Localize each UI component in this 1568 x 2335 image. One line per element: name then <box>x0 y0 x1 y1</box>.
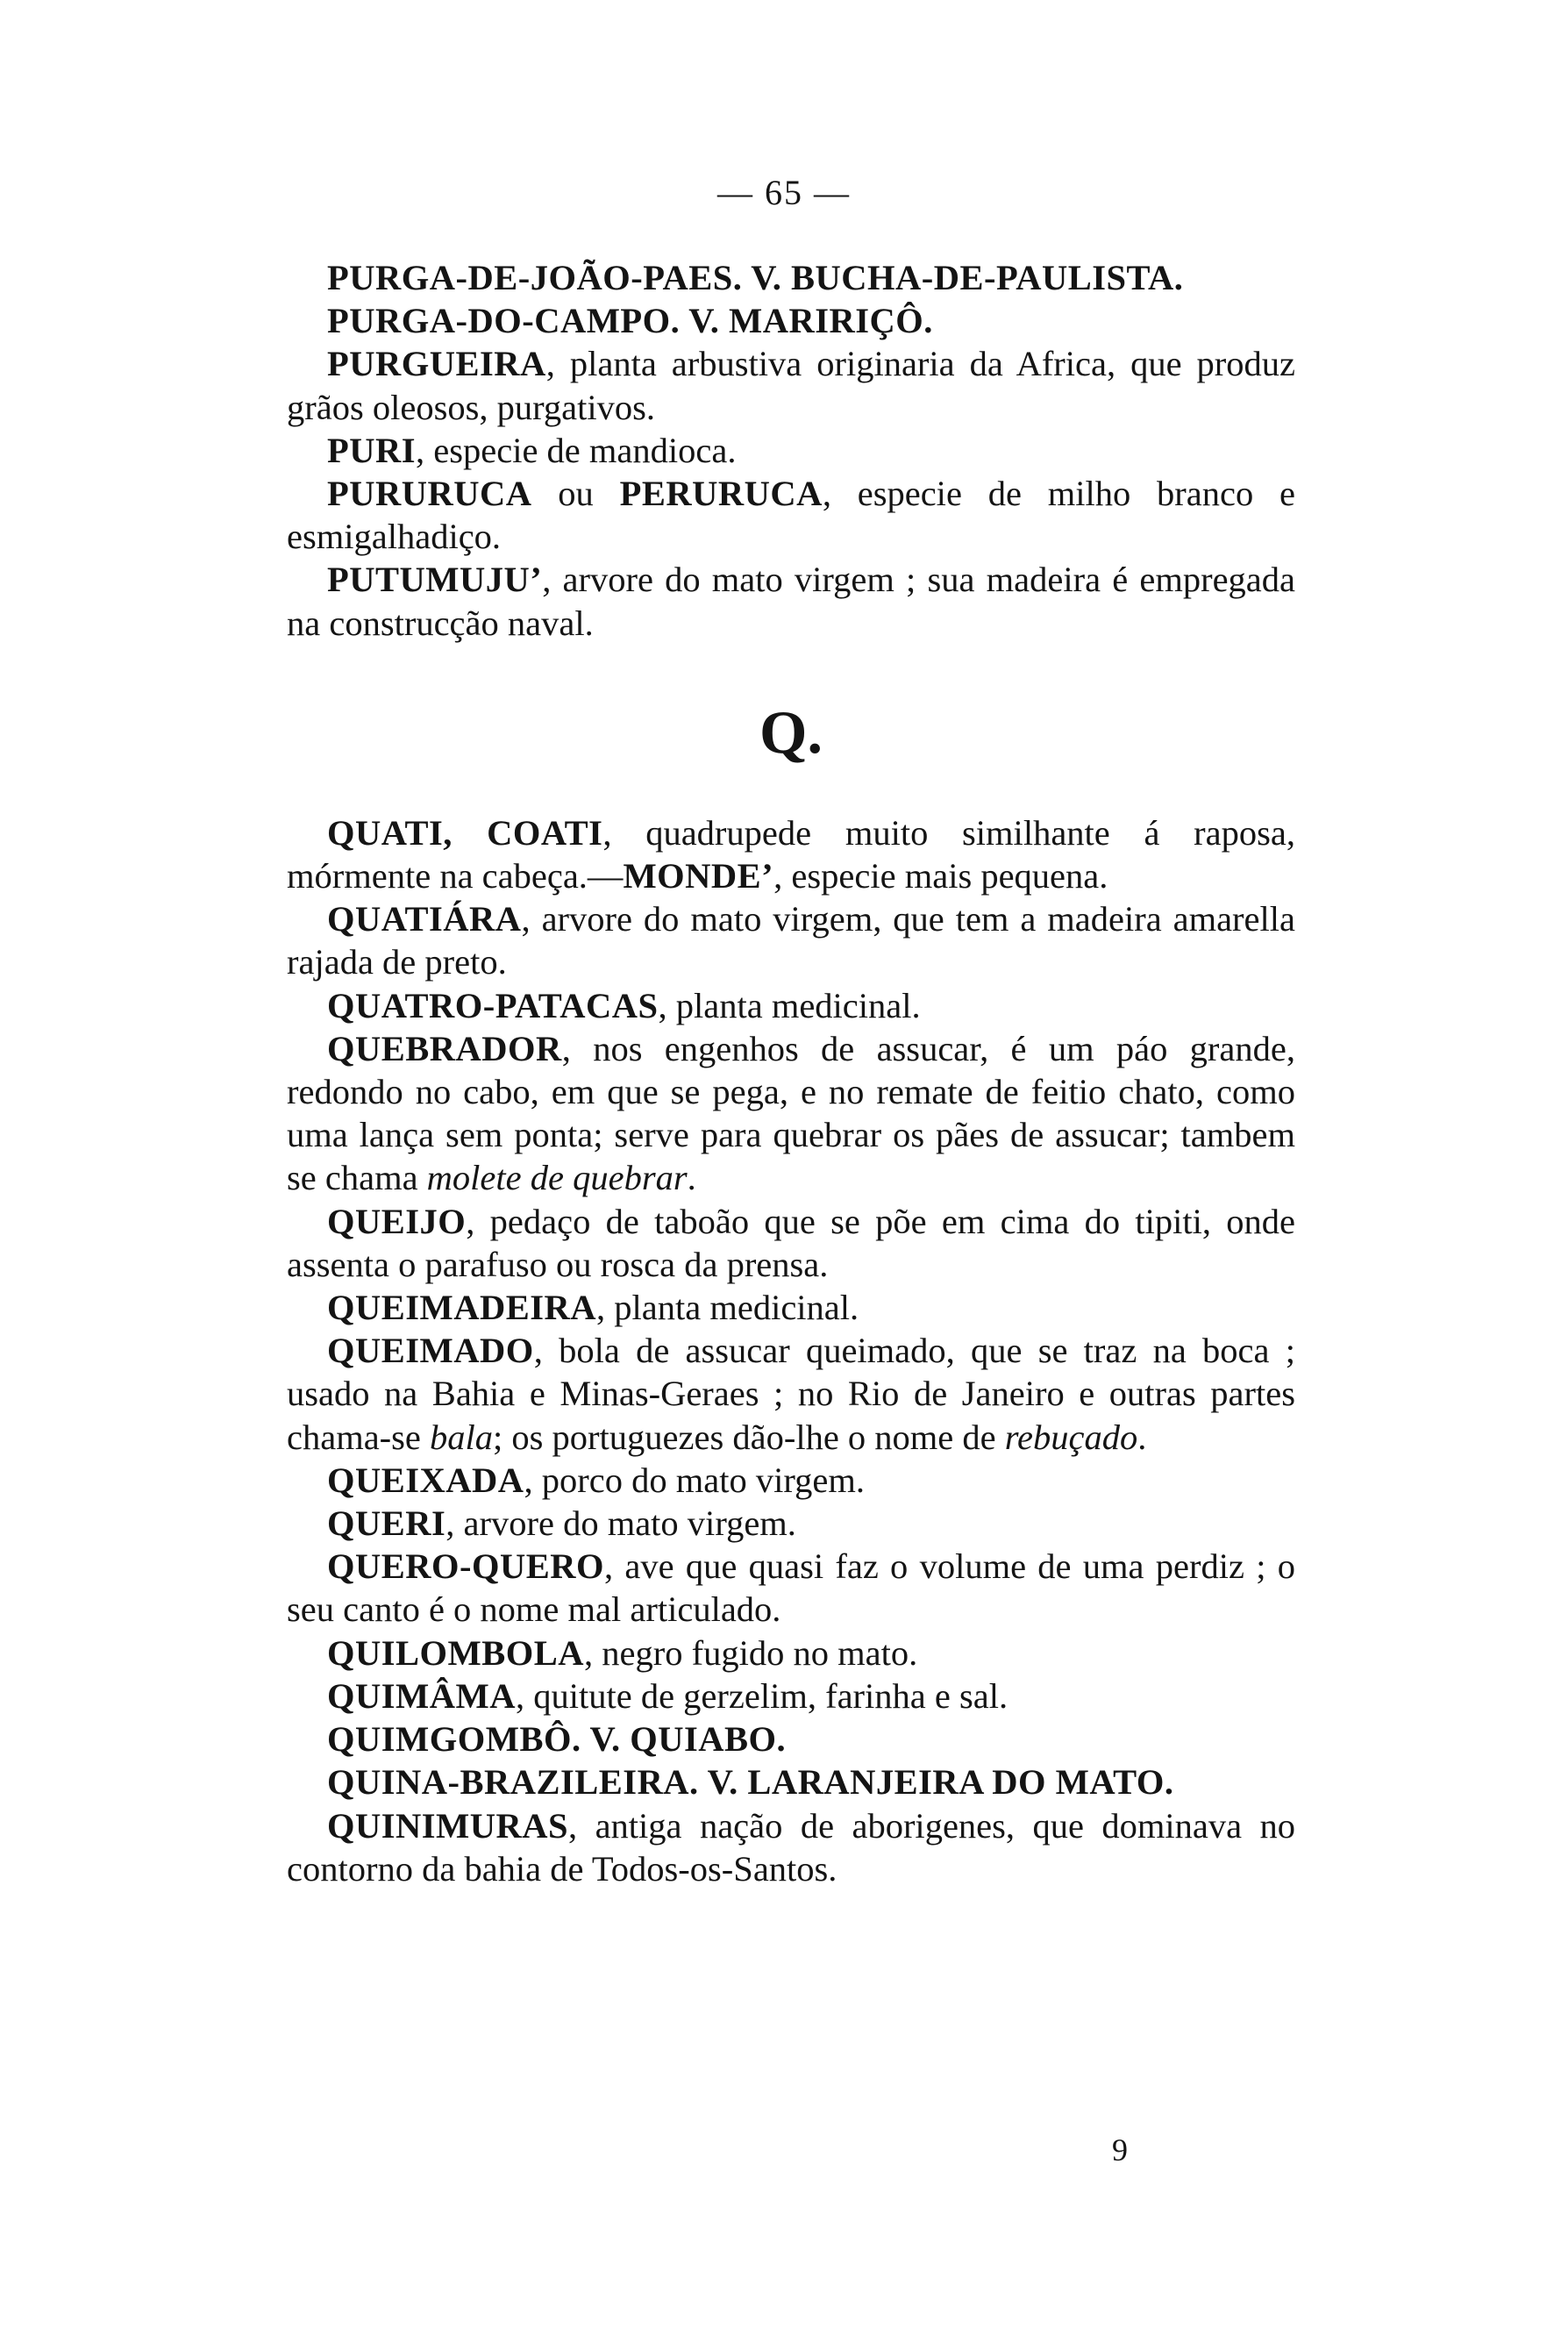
entry-headword: QUINA-BRAZILEIRA. V. LARANJEIRA DO MATO. <box>327 1762 1174 1803</box>
entry-headword: PURI <box>327 430 416 470</box>
dictionary-entry <box>287 1027 1295 1200</box>
entry-headword: QUEIMADO <box>327 1331 534 1371</box>
dictionary-entry <box>287 558 1295 644</box>
dictionary-entry <box>287 897 1295 983</box>
entry-definition: , planta arbustiva originaria da Africa, que produz grãos oleosos, purgativos. <box>287 344 1295 427</box>
entry-headword: PURGA-DE-JOÃO-PAES. V. BUCHA-DE-PAULISTA. <box>327 258 1184 297</box>
entry-definition: , especie mais pequena. <box>773 856 1108 896</box>
entry-definition: , bola de assucar queimado, que se traz na boca ; usado na Bahia e Minas-Geraes ; no Rio de Janeiro e outras partes chama-se <box>287 1331 1295 1457</box>
entry-definition: , arvore do mato virgem. <box>445 1503 796 1544</box>
entry-italic-term: rebuçado <box>1004 1417 1138 1457</box>
entry-headword: QUEIJO <box>327 1201 467 1241</box>
entry-headword: QUEBRADOR <box>327 1028 562 1068</box>
section-letter-heading: Q. <box>759 698 823 767</box>
dictionary-entry <box>287 472 1295 558</box>
dictionary-entry <box>287 256 1295 299</box>
entry-headword: QUATIÁRA <box>327 899 522 939</box>
dictionary-entry <box>287 429 1295 472</box>
entry-definition: , arvore do mato virgem, que tem a madeira amarella rajada de preto. <box>287 899 1295 982</box>
dictionary-entry <box>287 811 1295 897</box>
entry-headword: QUEIMADEIRA <box>327 1288 597 1328</box>
dictionary-entry <box>287 1286 1295 1329</box>
entry-headword: QUATI, COATI <box>327 812 603 853</box>
entries-q <box>287 811 1295 1890</box>
dictionary-entry <box>287 984 1295 1027</box>
entry-definition: , porco do mato virgem. <box>524 1460 865 1500</box>
entry-headword: PUTUMUJU’ <box>327 560 543 600</box>
entry-headword: QUINIMURAS <box>327 1805 569 1846</box>
page-number: — 65 — <box>717 173 851 212</box>
dictionary-entry <box>287 1459 1295 1502</box>
entry-definition: , planta medicinal. <box>658 985 921 1025</box>
entry-headword: QUEIXADA <box>327 1460 524 1500</box>
dictionary-entry <box>287 1200 1295 1286</box>
entry-definition: ; os portuguezes dão-lhe o nome de <box>493 1417 1005 1457</box>
entry-definition: , planta medicinal. <box>596 1288 859 1328</box>
entry-headword: QUIMGOMBÔ. V. QUIABO. <box>327 1719 787 1760</box>
entry-headword: QUIMÂMA <box>327 1675 516 1716</box>
dictionary-entry <box>287 342 1295 428</box>
entry-definition: , nos engenhos de assucar, é um páo grande, redondo no cabo, em que se pega, e no remate de feitio chato, como uma lança sem ponta; serve para quebrar os pães de assucar; tambem se chama <box>287 1028 1295 1198</box>
entry-definition: , especie de milho branco e esmigalhadiço. <box>287 474 1295 557</box>
entry-definition: , especie de mandioca. <box>416 430 737 470</box>
entry-headword: QUILOMBOLA <box>327 1632 585 1673</box>
dictionary-entry <box>287 1329 1295 1459</box>
dictionary-entry <box>287 1804 1295 1890</box>
entry-definition: , ave que quasi faz o volume de uma perdiz ; o seu canto é o nome mal articulado. <box>287 1546 1295 1630</box>
entry-italic-term: molete de quebrar <box>426 1158 688 1198</box>
dictionary-entry <box>287 299 1295 342</box>
entry-italic-term: bala <box>430 1417 494 1457</box>
dictionary-entry <box>287 1760 1295 1803</box>
entry-definition: . <box>1137 1417 1147 1457</box>
entry-headword: QUERO-QUERO <box>327 1546 605 1587</box>
dictionary-entry <box>287 1717 1295 1760</box>
dictionary-entry <box>287 1674 1295 1717</box>
entry-headword: PURGUEIRA <box>327 344 546 384</box>
entry-definition: . <box>687 1158 696 1198</box>
dictionary-entry <box>287 1632 1295 1674</box>
entry-headword: PURURUCA <box>327 474 532 514</box>
entry-definition: , arvore do mato virgem ; sua madeira é empregada na construcção naval. <box>287 560 1295 643</box>
dictionary-entry <box>287 1545 1295 1631</box>
dictionary-text <box>287 256 1295 1890</box>
entry-definition: , quadrupede muito similhante á raposa, mórmente na cabeça.— <box>287 812 1295 896</box>
entry-headword: MONDE’ <box>623 856 774 896</box>
entry-definition: , negro fugido no mato. <box>584 1632 918 1673</box>
entry-definition: , pedaço de taboão que se põe em cima do tipiti, onde assenta o parafuso ou rosca da prensa. <box>287 1201 1295 1284</box>
entry-definition: ou <box>531 474 620 514</box>
entries-p <box>287 256 1295 645</box>
entry-headword: QUATRO-PATACAS <box>327 985 659 1025</box>
entry-headword: PURGA-DO-CAMPO. V. MARIRIÇÔ. <box>327 301 933 341</box>
entry-definition: , antiga nação de aborigenes, que dominava no contorno da bahia de Todos-os-Santos. <box>287 1805 1295 1889</box>
entry-headword: QUERI <box>327 1503 446 1544</box>
signature-mark: 9 <box>1112 2132 1128 2167</box>
entry-definition: , quitute de gerzelim, farinha e sal. <box>515 1675 1009 1716</box>
entry-headword: PERURUCA <box>619 474 823 514</box>
dictionary-entry <box>287 1502 1295 1545</box>
